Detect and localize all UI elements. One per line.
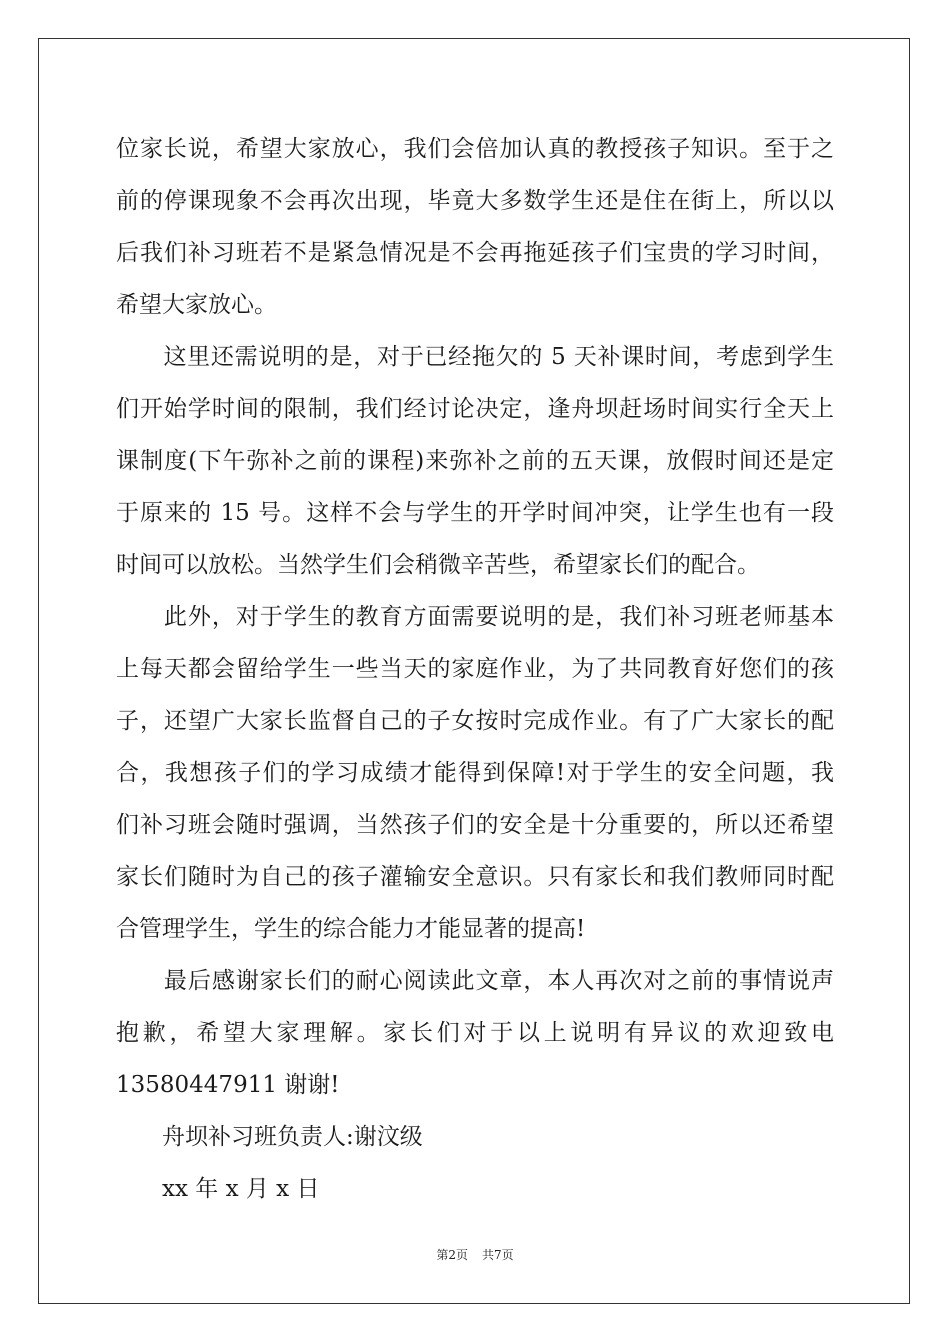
- text-line: 这里还需说明的是，对于已经拖欠的 5 天补课时间，考虑到学生: [116, 344, 834, 370]
- text-line: 合，我想孩子们的学习成绩才能得到保障!对于学生的安全问题，我: [116, 760, 834, 786]
- text-line: 合管理学生，学生的综合能力才能显著的提高!: [116, 916, 586, 942]
- text-line: 上每天都会留给学生一些当天的家庭作业，为了共同教育好您们的孩: [116, 656, 834, 682]
- text-line: 课制度(下午弥补之前的课程)来弥补之前的五天课，放假时间还是定: [116, 448, 834, 474]
- text-line: 子，还望广大家长监督自己的子女按时完成作业。有了广大家长的配: [116, 708, 834, 734]
- text-line: 们补习班会随时强调，当然孩子们的安全是十分重要的，所以还希望: [116, 812, 834, 838]
- text-line: 后我们补习班若不是紧急情况是不会再拖延孩子们宝贵的学习时间，: [116, 240, 834, 266]
- text-line: 时间可以放松。当然学生们会稍微辛苦些，希望家长们的配合。: [116, 552, 760, 578]
- text-line: 抱歉，希望大家理解。家长们对于以上说明有异议的欢迎致电: [116, 1020, 834, 1046]
- text-line: 于原来的 15 号。这样不会与学生的开学时间冲突，让学生也有一段: [116, 500, 834, 526]
- text-line: 13580447911 谢谢!: [116, 1072, 340, 1098]
- signature-line: 舟坝补习班负责人:谢汶级: [116, 1124, 423, 1150]
- text-line: 希望大家放心。: [116, 292, 277, 318]
- page-footer: [0, 1247, 950, 1263]
- text-line: 家长们随时为自己的孩子灌输安全意识。只有家长和我们教师同时配: [116, 864, 834, 890]
- date-line: xx 年 x 月 x 日: [116, 1176, 320, 1202]
- text-line: 最后感谢家长们的耐心阅读此文章，本人再次对之前的事情说声: [116, 968, 834, 994]
- page-number: 第2页: [436, 1248, 468, 1262]
- text-line: 此外，对于学生的教育方面需要说明的是，我们补习班老师基本: [116, 604, 834, 630]
- text-line: 们开始学时间的限制，我们经讨论决定，逢舟坝赶场时间实行全天上: [116, 396, 834, 422]
- text-line: 位家长说，希望大家放心，我们会倍加认真的教授孩子知识。至于之: [116, 136, 834, 162]
- text-line: 前的停课现象不会再次出现，毕竟大多数学生还是住在街上，所以以: [116, 188, 834, 214]
- page-total: 共7页: [482, 1248, 514, 1262]
